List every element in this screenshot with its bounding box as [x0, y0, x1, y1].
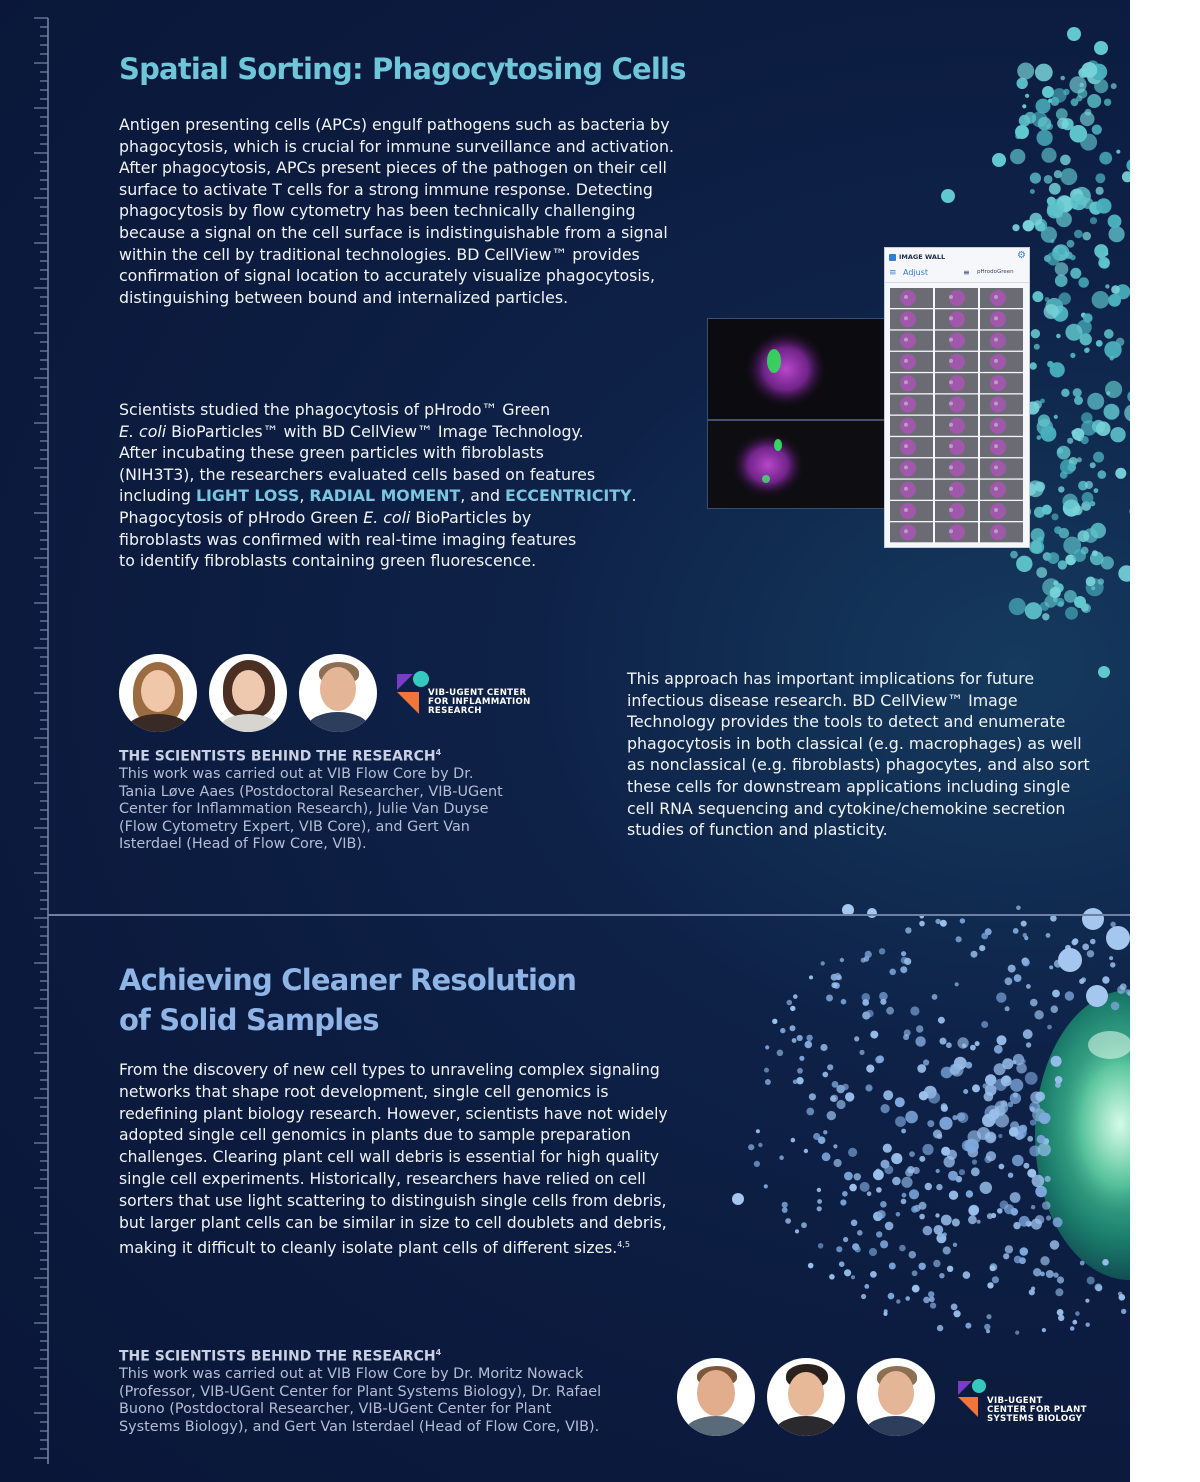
- feature-eccentricity: ECCENTRICITY: [505, 486, 632, 506]
- vib-logo: [395, 670, 431, 716]
- section-title: Spatial Sorting: Phagocytosing Cells: [119, 52, 686, 86]
- avatar: [209, 654, 287, 732]
- feature-radial-moment: RADIAL MOMENT: [309, 486, 461, 506]
- plant-cell-illustration: [1035, 990, 1130, 1280]
- avatar: [119, 654, 197, 732]
- avatar: [299, 654, 377, 732]
- image-wall-app-icon: [889, 254, 896, 261]
- image-wall-panel: [884, 247, 1030, 548]
- study-paragraph: Scientists studied the phagocytosis of pHrodo™ Green E. coli BioParticles™ with BD CellView™ Image Technology. After incubating these green particles with fibroblasts (NIH3T3), the researchers evaluated cells based on features including LIGHT LOSS, RADIAL MOMENT, and ECCENTRICITY. Phagocytosis of pHrodo Green E. coli BioParticles by fibroblasts was confirmed with real-time imaging features to identify fibroblasts containing green fluorescence.: [119, 400, 637, 571]
- logo-label: VIB-UGENT CENTER FOR PLANT SYSTEMS BIOLOGY: [987, 1396, 1087, 1424]
- image-wall-title: IMAGE WALL: [899, 253, 946, 261]
- image-wall-grid: [890, 288, 1026, 546]
- plant-genomics-paragraph: From the discovery of new cell types to unraveling complex signaling networks that shape root development, single cell genomics is redefining plant biology research. However, scientists have not widely adopted single cell genomics in plants due to sample preparation challenges. Clearing plant cell wall debris is essential for high quality single cell experiments. Historically, researchers have relied on cell sorters that use light scattering to distinguish single cells from debris, but larger plant cells can be similar in size to cell doublets and debris, making it difficult to cleanly isolate plant cells of different sizes.$^{4,5}$: [119, 1061, 668, 1258]
- intro-paragraph: Antigen presenting cells (APCs) engulf pathogens such as bacteria by phagocytosis, which is crucial for immune surveillance and activation. After phagocytosis, APCs present pieces of the pathogen on their cell surface to activate T cells for a strong immune response. Detecting phagocytosis by flow cytometry has been technically challenging because a signal on the cell surface is indistinguishable from a signal within the cell by traditional technologies. BD CellView™ provides confirmation of signal location to accurately visualize phagocytosis, distinguishing between bound and internalized particles.: [119, 115, 674, 307]
- channel-filter[interactable]: pHrodoGreen: [977, 269, 1014, 275]
- scientists-heading: THE SCIENTISTS BEHIND THE RESEARCH$^4$: [119, 1348, 442, 1365]
- section-title: Achieving Cleaner Resolution of Solid Samples: [119, 963, 577, 1037]
- scientists-credit: This work was carried out at VIB Flow Core by Dr. Moritz Nowack (Professor, VIB-UGent Center for Plant Systems Biology), Dr. Rafael Buono (Postdoctoral Researcher, VIB-UGent Center for Plant Systems Biology), and Gert Van Isterdael (Head of Flow Core, VIB).: [119, 1366, 602, 1435]
- phagocytosis-micrograph: [707, 318, 897, 509]
- implications-paragraph: This approach has important implications for future infectious disease research. BD CellView™ Image Technology provides the tools to detect and enumerate phagocytosis in both classical (e.g. macrophages) as well as nonclassical (e.g. fibroblasts) phagocytes, and also sort these cells for downstream applications including single cell RNA sequencing and cytokine/chemokine secretion studies of function and plasticity.: [627, 669, 1090, 840]
- vib-logo: [956, 1378, 986, 1418]
- avatar: [857, 1358, 935, 1436]
- feature-light-loss: LIGHT LOSS: [195, 486, 300, 506]
- adjust-button[interactable]: Adjust: [903, 268, 929, 277]
- filter-icon: ≡: [963, 268, 970, 277]
- avatar: [767, 1358, 845, 1436]
- logo-label: VIB-UGENT CENTER FOR INFLAMMATION RESEARCH: [428, 688, 531, 716]
- avatar: [677, 1358, 755, 1436]
- gear-icon[interactable]: ⚙: [1017, 250, 1026, 261]
- scientists-heading: THE SCIENTISTS BEHIND THE RESEARCH$^4$: [119, 748, 442, 765]
- scientists-credit: This work was carried out at VIB Flow Core by Dr. Tania Løve Aaes (Postdoctoral Researcher, VIB-UGent Center for Inflammation Research), Julie Van Duyse (Flow Cytometry Expert, VIB Core), and Gert Van Isterdael (Head of Flow Core, VIB).: [119, 766, 503, 853]
- section-divider: [48, 914, 1130, 916]
- image-wall-toolbar: [885, 264, 1029, 283]
- menu-icon: ≡: [889, 268, 897, 278]
